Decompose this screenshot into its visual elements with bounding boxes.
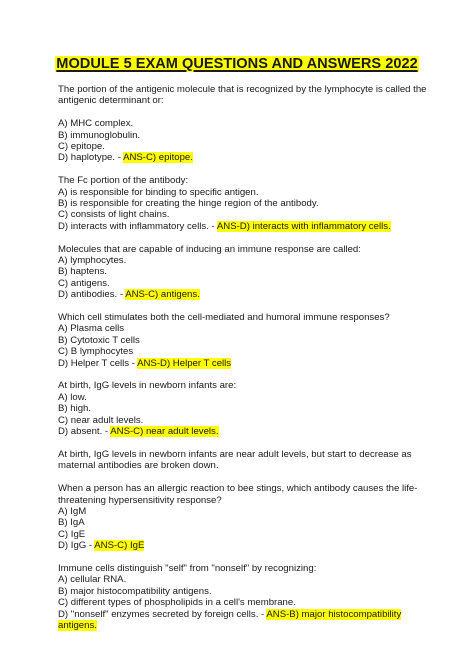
explanation-note: [58, 449, 428, 472]
option-a: A) IgM: [58, 505, 87, 517]
document-title-text: MODULE 5 EXAM QUESTIONS AND ANSWERS 2022: [56, 56, 418, 72]
option-d-line: [58, 289, 428, 300]
option-a: A) low.: [58, 391, 87, 403]
question-stem: Molecules that are capable of inducing an immune response are called:: [58, 243, 361, 255]
option-d-line: [58, 426, 428, 437]
option-d-line: [58, 609, 428, 632]
option-c: C) different types of phospholipids in a cell's membrane.: [58, 597, 296, 609]
answer-highlight: ANS-C) epitope.: [123, 152, 193, 164]
option-b: B) is responsible for creating the hinge region of the antibody.: [58, 198, 319, 210]
spacer: [58, 107, 428, 118]
question-stem: At birth, IgG levels in newborn infants are:: [58, 380, 237, 392]
option-d-line: [58, 152, 428, 163]
explanation-text: At birth, IgG levels in newborn infants are near adult levels, but start to decrease as maternal antibodies are broken down.: [58, 448, 412, 472]
option-c: C) near adult levels.: [58, 414, 144, 426]
option-b: B) high.: [58, 403, 92, 415]
option-a: A) lymphocytes.: [58, 255, 127, 267]
question-stem: The Fc portion of the antibody:: [58, 175, 189, 187]
option-c: C) IgE: [58, 528, 86, 540]
option-d-line: [58, 221, 428, 232]
answer-highlight: ANS-C) IgE: [94, 540, 145, 552]
option-b: B) major histocompatibility antigens.: [58, 585, 212, 597]
question-2: [58, 175, 428, 232]
question-stem: The portion of the antigenic molecule that is recognized by the lymphocyte is called the antigenic determinant or:: [58, 84, 427, 107]
option-c: C) B lymphocytes: [58, 346, 134, 358]
question-6: [58, 483, 428, 551]
answer-highlight: ANS-D) Helper T cells: [137, 357, 232, 369]
question-3: [58, 244, 428, 301]
answer-highlight: ANS-D) interacts with inflammatory cells.: [216, 220, 391, 232]
answer-highlight: ANS-C) antigens.: [125, 289, 200, 301]
question-1: [58, 84, 428, 164]
question-stem: Immune cells distinguish "self" from "nonself" by recognizing:: [58, 562, 317, 574]
option-d: D) interacts with inflammatory cells. -: [58, 220, 217, 232]
option-d: D) antibodies. -: [58, 289, 126, 301]
question-stem: When a person has an allergic reaction to bee stings, which antibody causes the life-threatening hypersensitivity response?: [58, 483, 418, 506]
option-b: B) IgA: [58, 517, 85, 529]
option-b: B) immunoglobulin.: [58, 129, 141, 141]
option-a: A) Plasma cells: [58, 323, 125, 335]
question-stem: Which cell stimulates both the cell-mediated and humoral immune responses?: [58, 312, 390, 324]
option-d-line: [58, 358, 428, 369]
option-c: C) consists of light chains.: [58, 209, 170, 221]
option-d-line: [58, 540, 428, 551]
question-4: [58, 312, 428, 369]
question-5: [58, 380, 428, 437]
option-b: B) Cytotoxic T cells: [58, 334, 140, 346]
option-c: C) epitope.: [58, 141, 105, 153]
answer-highlight: ANS-C) near adult levels.: [110, 426, 219, 438]
option-d: D) absent. -: [58, 426, 111, 438]
option-a: A) MHC complex.: [58, 118, 134, 130]
option-a: A) is responsible for binding to specific antigen.: [58, 186, 259, 198]
option-d: D) IgG -: [58, 540, 95, 552]
option-d: D) "nonself" enzymes secreted by foreign cells. -: [58, 608, 267, 620]
option-d: D) haplotype. -: [58, 152, 124, 164]
document-title: [0, 56, 474, 72]
option-c: C) antigens.: [58, 277, 110, 289]
option-b: B) haptens.: [58, 266, 108, 278]
question-7: [58, 563, 428, 631]
option-a: A) cellular RNA.: [58, 574, 127, 586]
answer-highlight: ANS-B) major histocompatibility antigens.: [58, 608, 402, 631]
document-body: [58, 84, 428, 643]
option-d: D) Helper T cells -: [58, 357, 138, 369]
